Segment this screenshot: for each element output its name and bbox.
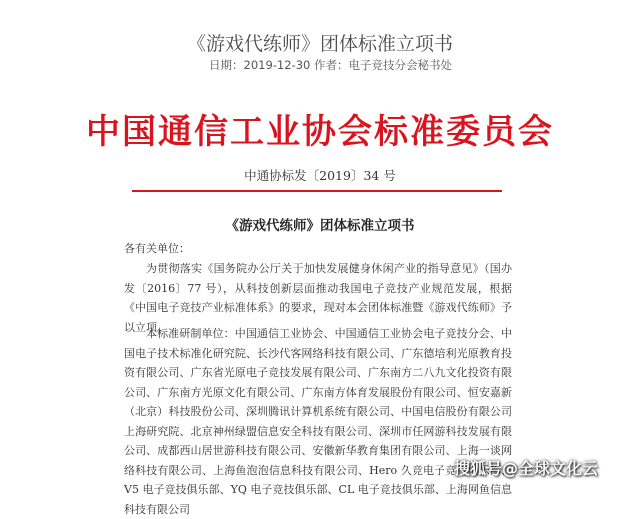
body-paragraph: 为贯彻落实《国务院办公厅关于加快发展健身休闲产业的指导意见》（国办发〔2016〕77 号），从科技创新层面推动我国电子竞技产业规范发展，根据《中国电子竞技产业标准体系》的要求，现对本会团体标准暨《游戏代练师》予以立项。 <box>124 262 512 334</box>
body-paragraph: 本标准研制单位：中国通信工业协会、中国通信工业协会电子竞技分会、中国电子技术标准化研究院、长沙代客网络科技有限公司、广东德培利光原教育投资有限公司、广东省光原电子竞技发展有限公司、广东南方二八九文化投资有限公司、广东南方光原文化有限公司、广东南方体育发展股份有限公司、恒安嘉新（北京）科技股份公司、深圳腾讯计算机系统有限公司、中国电信股份有限公司上海研究院、北京神州绿盟信息安全科技有限公司、深圳市任网游科技发展有限公司、成都西山居世游科技有限公司、安徽新华教育集团有限公司、上海一谈网络科技有限公司、上海鱼泡泡信息科技有限公司、Hero 久竞电子竞技俱乐部、V5 电子竞技俱乐部、YQ 电子竞技俱乐部、CL 电子竞技俱乐部、上海网鱼信息科技有限公司 <box>124 327 512 516</box>
document-title: 《游戏代练师》团体标准立项书 <box>225 218 415 234</box>
watermark: 搜狐号@全球文化云 <box>454 459 599 478</box>
document-number: 中通协标发〔2019〕34 号 <box>244 168 396 183</box>
org-header: 中国通信工业协会标准委员会 <box>86 112 554 152</box>
salutation: 各有关单位： <box>124 242 190 255</box>
page-title: 《游戏代练师》团体标准立项书 <box>186 33 453 55</box>
article-meta: 日期：2019-12-30 作者：电子竞技分会秘书处 <box>209 58 452 72</box>
red-divider <box>132 190 502 192</box>
